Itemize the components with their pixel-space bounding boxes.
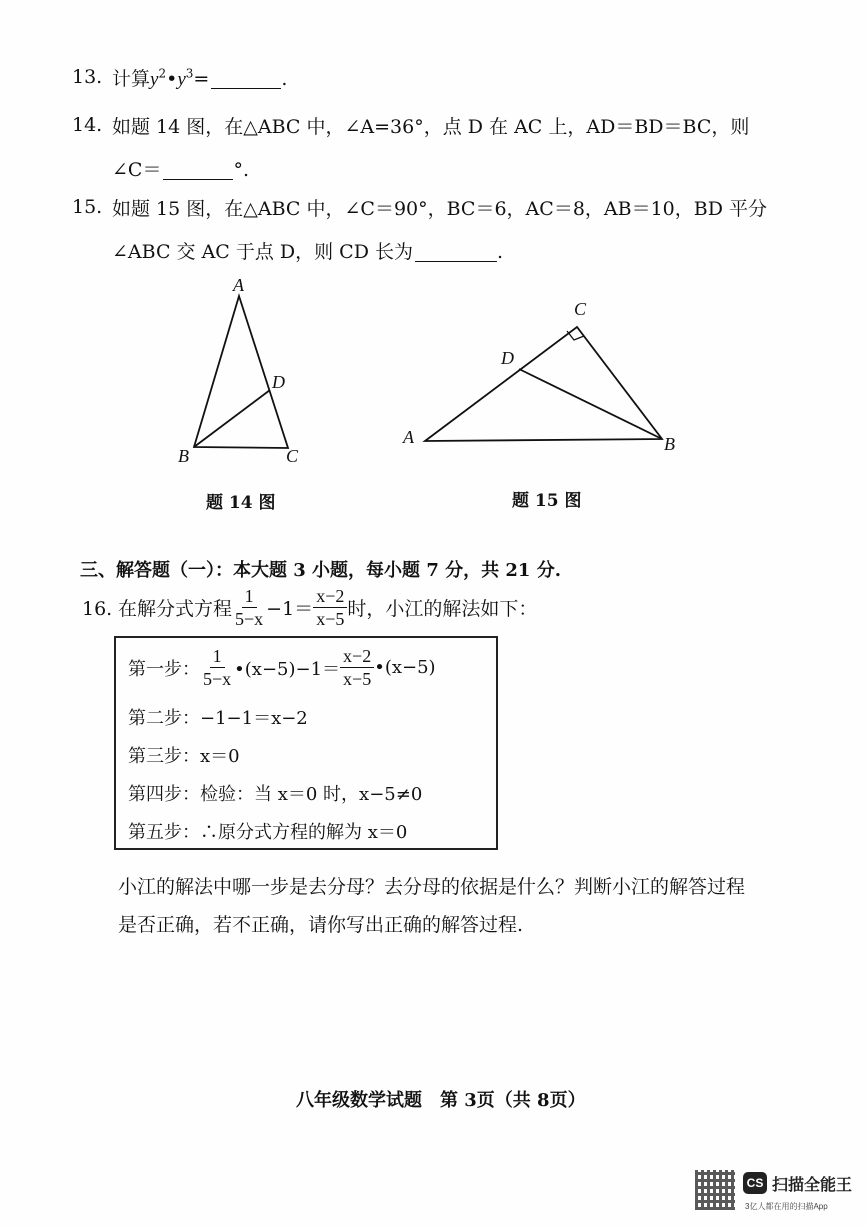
q15-line2: ∠ABC 交 AC 于点 D，则 CD 长为 . [112, 241, 504, 263]
fig14-label-c: C [286, 446, 299, 466]
q16-step-2: 第二步：−1−1＝x−2 [128, 708, 308, 729]
step1-frac-b: $\frac{x-2}{x-5}$ [340, 646, 374, 689]
q15-line1: 如题 15 图，在△ABC 中，∠C＝90°，BC＝6，AC＝8，AB＝10，BD 平分 [112, 198, 768, 220]
camscanner-app-name: 扫描全能王 [772, 1177, 853, 1194]
q14-answer-blank [163, 159, 233, 180]
q14-line2: ∠C＝ °. [112, 159, 250, 181]
q16-question-line1: 小江的解法中哪一步是去分母？去分母的依据是什么？判断小江的解答过程 [118, 876, 746, 898]
fig15-triangle-abc [425, 327, 662, 441]
q13-answer-blank [211, 68, 281, 89]
fig15-label-c: C [574, 299, 587, 319]
q16-intro-frac-left: $\frac{1}{5-x}$ [235, 586, 264, 629]
fig15-segment-bd [519, 369, 662, 439]
fig14-caption: 题 14 图 [206, 493, 276, 513]
figures-svg [0, 270, 867, 480]
fig14-label-d: D [272, 372, 285, 392]
camscanner-logo-icon: CS [743, 1172, 767, 1194]
q13-number: 13. [72, 66, 103, 88]
q16-intro: 在解分式方程 $\frac{1}{5-x}$ −1＝ $\frac{x-2}{x-5}$ 时，小江的解法如下： [118, 586, 538, 629]
q16-question-line2: 是否正确，若不正确，请你写出正确的解答过程. [118, 914, 524, 936]
fig14-label-a: A [233, 275, 244, 295]
q14-line1: 如题 14 图，在△ABC 中，∠A=36°，点 D 在 AC 上，AD＝BD＝BC，则 [112, 116, 750, 138]
q16-step-4: 第四步：检验：当 x＝0 时，x−5≠0 [128, 784, 423, 805]
fig15-label-b: B [664, 434, 675, 454]
q15-number: 15. [72, 196, 103, 218]
fig15-caption: 题 15 图 [512, 491, 582, 511]
section-3-title: 三、解答题（一）：本大题 3 小题，每小题 7 分，共 21 分. [80, 560, 561, 581]
fig15-label-d: D [501, 348, 514, 368]
q15-answer-blank [415, 241, 497, 262]
fig14-label-b: B [178, 446, 189, 466]
q16-step-1: 第一步： $\frac{1}{5-x}$ •(x−5)−1＝ $\frac{x-2}{x-5}$ •(x−5) [128, 646, 436, 689]
qr-code-icon [695, 1170, 735, 1210]
fig15-label-a: A [403, 427, 414, 447]
q13-text: 计算$y^2•y^3=$ . [112, 66, 288, 90]
q16-intro-frac-right: $\frac{x-2}{x-5}$ [313, 586, 347, 629]
step1-frac-a: $\frac{1}{5-x}$ [203, 646, 232, 689]
q16-step-5: 第五步：∴原分式方程的解为 x＝0 [128, 822, 408, 843]
q16-solution-box [114, 636, 498, 850]
q16-number: 16. [82, 598, 113, 620]
camscanner-slogan: 3亿人都在用的扫描App [745, 1202, 828, 1211]
fig14-segment-bd [194, 390, 270, 447]
page-footer: 八年级数学试题 第 3页（共 8页） [296, 1090, 586, 1111]
q16-step-3: 第三步：x＝0 [128, 746, 240, 767]
q14-number: 14. [72, 114, 103, 136]
figure-15 [425, 327, 662, 441]
